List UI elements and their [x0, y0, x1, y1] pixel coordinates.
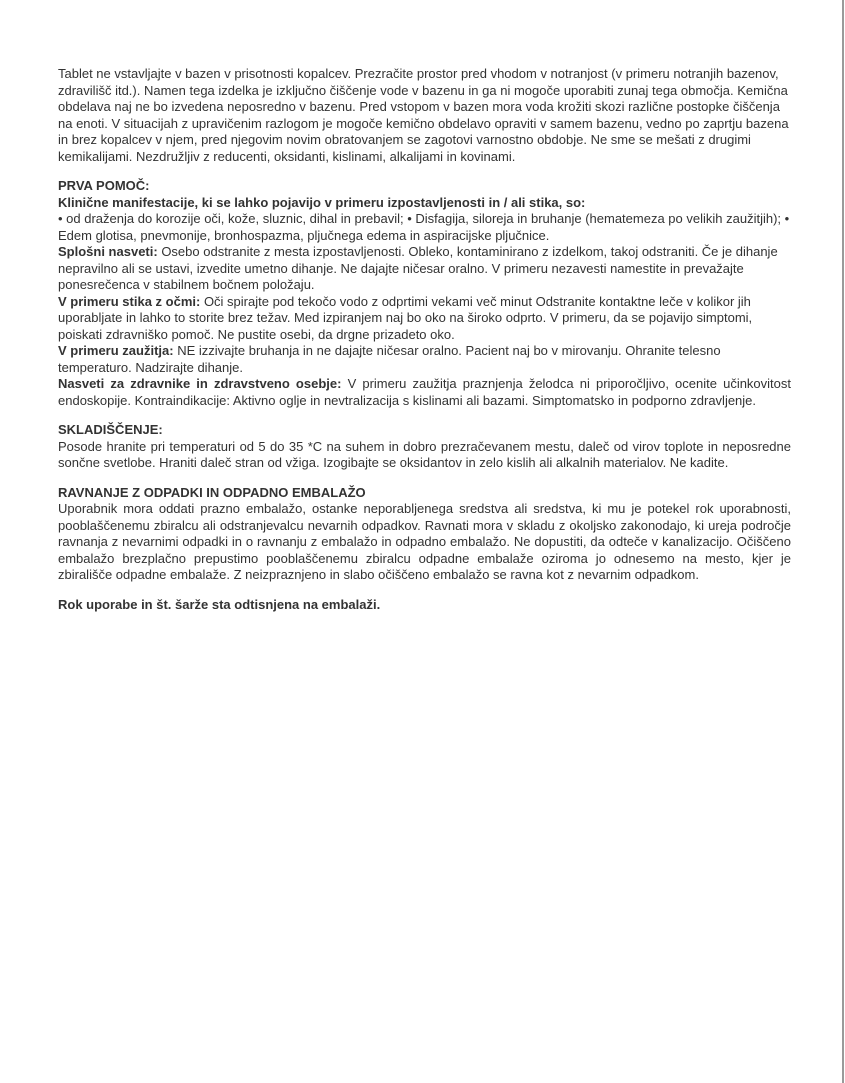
- ingestion-paragraph: [58, 343, 791, 376]
- ingestion-text: NE izzivajte bruhanja in ne dajajte ničesar oralno. Pacient naj bo v mirovanju. Ohranite telesno temperaturo. Nadzirajte dihanje.: [58, 343, 721, 375]
- general-advice-text: Osebo odstranite z mesta izpostavljenosti. Obleko, kontaminirano z izdelkom, takoj odstraniti. Če je dihanje nepravilno ali se ustavi, izvedite umetno dihanje. Ne dajajte ničesar oralno. V primeru nezavesti namestite in prevažajte ponesrečenca v stabilnem bočnem položaju.: [58, 244, 778, 292]
- document-page: [58, 66, 791, 613]
- medics-advice-text: V primeru zaužitja praznjenja želodca ni priporočljivo, ocenite učinkovitost endoskopije. Kontraindikacije: Aktivno oglje in nevtralizacija s kislinami ali bazami. Simptomatsko in podporno zdravljenje.: [58, 376, 792, 408]
- waste-section: [58, 485, 791, 584]
- waste-heading: RAVNANJE Z ODPADKI IN ODPADNO EMBALAŽO: [58, 484, 366, 500]
- first-aid-section: [58, 178, 791, 409]
- waste-paragraph: Uporabnik mora oddati prazno embalažo, ostanke neporabljenega sredstva ali sredstva, ki mu je potekel rok uporabnosti, pooblaščenemu zbiralcu ali odstranjevalcu nevarnih odpadkov. Ravnati mora v skladu z okoljsko zakonodajo, ki ureja področje ravnanja z nevarnimi odpadki in o ravnanju z embalažo in odpadno embalažo. Ne dopustiti, da odteče v kanalizacijo. Očiščeno embalažo brezplačno prepustimo pooblaščenemu zbiralcu odpadne embalaže oziroma jo odnesemo na mesto, kjer je zbirališče odpadne embalaže. Z neizpraznjeno in slabo očiščeno embalažo se ravna kot z nevarnim odpadkom.: [58, 501, 791, 582]
- eye-contact-paragraph: [58, 294, 791, 344]
- clinical-manifestations-line: Klinične manifestacije, ki se lahko pojavijo v primeru izpostavljenosti in / ali stika, so:: [58, 194, 586, 210]
- batch-note-section: [58, 597, 791, 614]
- medics-advice-paragraph: [58, 376, 791, 409]
- storage-section: [58, 422, 791, 472]
- general-advice-paragraph: [58, 244, 791, 294]
- first-aid-heading: PRVA POMOČ:: [58, 178, 150, 193]
- storage-paragraph: Posode hranite pri temperaturi od 5 do 35 *C na suhem in dobro prezračevanem mestu, daleč od virov toplote in neposredne sončne svetlobe. Hraniti daleč stran od vžiga. Izogibajte se oksidantov in zelo kislih ali alkalnih materialov. Ne kadite.: [58, 438, 791, 470]
- ingestion-label: V primeru zaužitja:: [58, 343, 174, 358]
- intro-paragraph: Tablet ne vstavljajte v bazen v prisotnosti kopalcev. Prezračite prostor pred vhodom v notranjost (v primeru notranjih bazenov, zdravilišč itd.). Namen tega izdelka je izključno čiščenje vode v bazenu in ga ni mogoče uporabiti zunaj tega območja. Kemična obdelava naj ne bo izvedena neposredno v bazenu. Pred vstopom v bazen mora voda krožiti skozi različne postopke čiščenja na enoti. V situacijah z upravičenim razlogom je mogoče kemično obdelavo opraviti v samem bazenu, vedno po zaprtju bazena in brez kopalcev v njem, pred njegovim novim obratovanjem se zagotovi varnostno obdobje. Ne sme se mešati z drugimi kemikalijami. Nezdružljiv z reducenti, oksidanti, kislinami, alkalijami in kovinami.: [58, 66, 789, 164]
- intro-section: [58, 66, 791, 165]
- eye-contact-label: V primeru stika z očmi:: [58, 293, 201, 309]
- storage-heading: SKLADIŠČENJE:: [58, 422, 163, 437]
- page-right-edge: [842, 0, 844, 1083]
- medics-advice-label: Nasveti za zdravnike in zdravstveno osebje:: [58, 376, 342, 391]
- symptoms-paragraph: • od draženja do korozije oči, kože, sluznic, dihal in prebavil; • Disfagija, siloreja in bruhanje (hematemeza po velikih zaužitjih); • Edem glotisa, pnevmonije, bronhospazma, pljučnega edema in aspiracijske pljučnice.: [58, 211, 790, 243]
- eye-contact-text: Oči spirajte pod tekočo vodo z odprtimi vekami več minut Odstranite kontaktne leče v kolikor jih uporabljate in lahko to storite brez težav. Med izpiranjem naj bo oko na široko odprto. V primeru, da se pojavijo simptomi, poiskati zdravniško pomoč. Ne pustite osebi, da drgne prizadeto oko.: [58, 293, 753, 342]
- general-advice-label: Splošni nasveti:: [58, 244, 158, 259]
- batch-note-line: Rok uporabe in št. šarže sta odtisnjena na embalaži.: [58, 596, 381, 612]
